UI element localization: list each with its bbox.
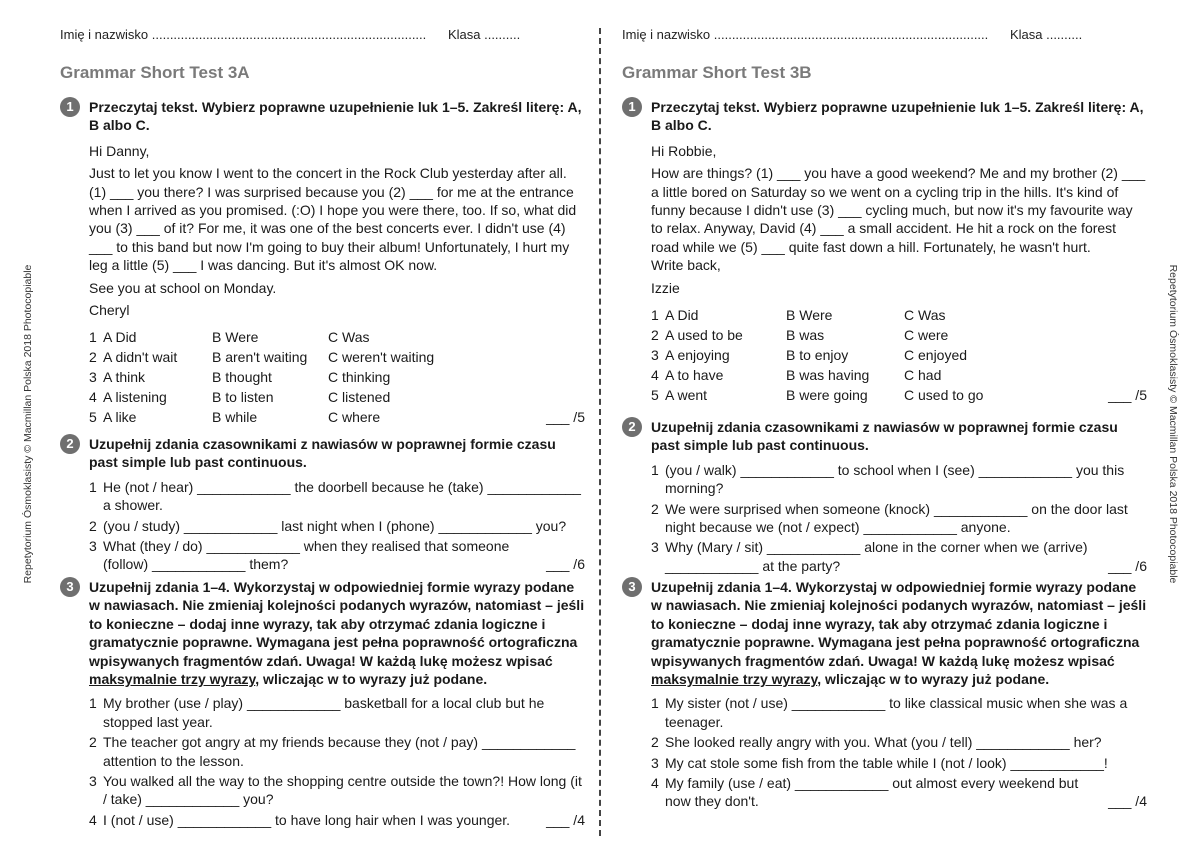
option-c[interactable]: C where bbox=[328, 409, 381, 426]
letter-greeting: Hi Robbie, bbox=[651, 142, 717, 159]
option-number: 4 bbox=[89, 389, 97, 406]
exercise-number-badge: 2 bbox=[60, 434, 80, 454]
option-c[interactable]: C used to go bbox=[904, 387, 984, 404]
item-number: 2 bbox=[651, 734, 659, 751]
name-field[interactable]: ............................................................................ bbox=[713, 27, 989, 42]
sentence-item[interactable] bbox=[89, 811, 585, 829]
sentence-item[interactable] bbox=[651, 774, 1147, 811]
option-a[interactable]: A Did bbox=[103, 329, 137, 346]
item-number: 2 bbox=[651, 500, 659, 517]
sentence-list bbox=[89, 478, 585, 574]
item-text: My sister (not / use) ____________ to like classical music when she was a teenager. bbox=[665, 695, 1128, 730]
class-field[interactable]: .......... bbox=[1046, 27, 1083, 42]
item-text: You walked all the way to the shopping centre outside the town?! How long (it / take) ____________ you? bbox=[103, 773, 582, 808]
sentence-item[interactable] bbox=[89, 478, 585, 515]
letter-signature: Izzie bbox=[651, 279, 680, 296]
exercise-instruction: Uzupełnij zdania czasownikami z nawiasów w poprawnej formie czasu past simple lub past continuous. bbox=[651, 419, 1118, 454]
item-text: Why (Mary / sit) ____________ alone in the corner when we (arrive) ____________ at the party? bbox=[665, 539, 1088, 574]
item-text: I (not / use) ____________ to have long hair when I was younger. bbox=[103, 811, 511, 828]
item-number: 3 bbox=[651, 539, 659, 556]
item-text: We were surprised when someone (knock) ____________ on the door last night because we (not / expect) ____________ anyone. bbox=[665, 500, 1128, 536]
option-c[interactable]: C Was bbox=[328, 329, 370, 346]
item-text: The teacher got angry at my friends because they (not / pay) ____________ attention to the lesson. bbox=[103, 734, 576, 769]
option-b[interactable]: B was having bbox=[786, 367, 870, 384]
sentence-list bbox=[89, 694, 585, 829]
item-text: (you / study) ____________ last night when I (phone) ____________ you? bbox=[103, 517, 567, 534]
option-a[interactable]: A went bbox=[665, 387, 708, 404]
option-number: 5 bbox=[89, 409, 97, 426]
score-box[interactable]: ___ /4 bbox=[1108, 793, 1147, 810]
letter-closing: See you at school on Monday. bbox=[89, 279, 277, 296]
option-b[interactable]: B to listen bbox=[212, 389, 274, 406]
option-number: 2 bbox=[89, 349, 97, 366]
option-c[interactable]: C had bbox=[904, 367, 942, 384]
option-c[interactable]: C enjoyed bbox=[904, 347, 968, 364]
option-c[interactable]: C weren't waiting bbox=[328, 349, 435, 366]
item-text: He (not / hear) ____________ the doorbell because he (take) ____________ a shower. bbox=[103, 478, 581, 514]
option-a[interactable]: A didn't wait bbox=[103, 349, 178, 366]
score-box[interactable]: ___ /5 bbox=[1108, 387, 1147, 404]
option-row bbox=[89, 407, 585, 427]
exercise-number-badge: 3 bbox=[622, 577, 642, 597]
copyright-note-right: Repetytorium Ósmoklasisty © Macmillan Polska 2018 Photocopiable bbox=[1167, 264, 1179, 584]
instruction-text: Uzupełnij zdania 1–4. Wykorzystaj w odpowiedniej formie wyrazy podane w nawiasach. Nie zmieniaj kolejności podanych wyrazów, natomiast – jeśli to konieczne – dodaj inne wyrazy, tak aby otrzymać zdania logiczne i gramatycznie poprawne. Wymagana jest pełna poprawność ortograficzna wpisywanych fragmentów zdań. Uwaga! W każdą lukę możesz wpisać bbox=[89, 579, 585, 669]
item-number: 1 bbox=[89, 695, 97, 712]
exercise-3 bbox=[60, 578, 585, 831]
score-box[interactable]: ___ /4 bbox=[546, 811, 585, 828]
item-text: My family (use / eat) ____________ out almost every weekend but now they don't. bbox=[665, 775, 1079, 810]
exercise-2 bbox=[622, 418, 1147, 577]
exercise-number-badge: 1 bbox=[60, 97, 80, 117]
option-b[interactable]: B to enjoy bbox=[786, 347, 849, 364]
test-page-3b bbox=[602, 0, 1162, 849]
sentence-item[interactable] bbox=[89, 694, 585, 731]
score-box[interactable]: ___ /5 bbox=[546, 409, 585, 426]
option-row bbox=[651, 385, 1147, 405]
sentence-list bbox=[651, 461, 1147, 575]
option-c[interactable]: C Was bbox=[904, 307, 946, 324]
option-row bbox=[89, 367, 585, 387]
letter-text bbox=[651, 142, 1147, 297]
sentence-item[interactable] bbox=[651, 500, 1147, 537]
option-a[interactable]: A used to be bbox=[665, 327, 743, 344]
option-b[interactable]: B was bbox=[786, 327, 825, 344]
sentence-item[interactable] bbox=[651, 461, 1147, 498]
option-row bbox=[89, 347, 585, 367]
item-number: 1 bbox=[651, 695, 659, 712]
sentence-item[interactable] bbox=[651, 538, 1147, 575]
option-number: 1 bbox=[651, 307, 659, 324]
name-label: Imię i nazwisko bbox=[60, 27, 149, 42]
item-number: 1 bbox=[651, 461, 659, 478]
item-number: 2 bbox=[89, 734, 97, 751]
answer-options bbox=[89, 327, 585, 427]
name-field[interactable]: ............................................................................ bbox=[151, 27, 427, 42]
item-number: 4 bbox=[89, 811, 97, 828]
sentence-item[interactable] bbox=[651, 694, 1147, 731]
option-b[interactable]: B Were bbox=[212, 329, 259, 346]
exercise-1 bbox=[622, 98, 1147, 405]
exercise-3 bbox=[622, 578, 1147, 813]
copyright-note-left: Repetytorium Ósmoklasisty © Macmillan Polska 2018 Photocopiable bbox=[22, 264, 34, 584]
option-a[interactable]: A to have bbox=[665, 367, 724, 384]
test-title: Grammar Short Test 3A bbox=[60, 63, 250, 82]
class-label: Klasa bbox=[447, 27, 481, 42]
item-text: My cat stole some fish from the table while I (not / look) ____________! bbox=[665, 754, 1108, 771]
option-c[interactable]: C listened bbox=[328, 389, 391, 406]
letter-signature: Cheryl bbox=[89, 302, 130, 319]
student-info-line bbox=[622, 27, 1082, 42]
class-label: Klasa bbox=[1009, 27, 1043, 42]
option-a[interactable]: A like bbox=[103, 409, 137, 426]
option-number: 2 bbox=[651, 327, 659, 344]
option-b[interactable]: B aren't waiting bbox=[212, 349, 308, 366]
exercise-number-badge: 2 bbox=[622, 417, 642, 437]
answer-options bbox=[651, 305, 1147, 405]
option-row bbox=[651, 345, 1147, 365]
test-title: Grammar Short Test 3B bbox=[622, 63, 812, 82]
instruction-emphasis: maksymalnie trzy wyrazy bbox=[651, 671, 818, 688]
sentence-item[interactable] bbox=[89, 733, 585, 770]
item-text: She looked really angry with you. What (you / tell) ____________ her? bbox=[665, 734, 1102, 751]
exercise-instruction bbox=[89, 578, 585, 688]
instruction-end: , wliczając w to wyrazy już podane. bbox=[255, 671, 488, 688]
item-number: 2 bbox=[89, 517, 97, 534]
letter-greeting: Hi Danny, bbox=[89, 142, 150, 159]
score-box[interactable]: ___ /6 bbox=[1108, 557, 1147, 574]
exercise-1 bbox=[60, 98, 585, 427]
sentence-item[interactable] bbox=[651, 733, 1147, 751]
letter-text bbox=[89, 142, 585, 320]
option-number: 1 bbox=[89, 329, 97, 346]
sentence-item[interactable] bbox=[651, 754, 1147, 772]
class-field[interactable]: .......... bbox=[484, 27, 521, 42]
option-number: 4 bbox=[651, 367, 659, 384]
option-number: 3 bbox=[89, 369, 97, 386]
option-a[interactable]: A think bbox=[103, 369, 146, 386]
instruction-emphasis: maksymalnie trzy wyrazy bbox=[89, 671, 256, 688]
exercise-number-badge: 1 bbox=[622, 97, 642, 117]
option-b[interactable]: B thought bbox=[212, 369, 272, 386]
sentence-item[interactable] bbox=[89, 772, 585, 809]
option-number: 3 bbox=[651, 347, 659, 364]
test-page-3a bbox=[40, 0, 600, 849]
option-row bbox=[89, 387, 585, 407]
item-text: My brother (use / play) ____________ basketball for a local club but he stopped last year. bbox=[103, 695, 545, 730]
option-a[interactable]: A Did bbox=[665, 307, 699, 324]
option-b[interactable]: B Were bbox=[786, 307, 833, 324]
option-b[interactable]: B were going bbox=[786, 387, 868, 404]
sentence-list bbox=[651, 694, 1147, 810]
option-row bbox=[651, 305, 1147, 325]
exercise-2 bbox=[60, 435, 585, 576]
exercise-instruction: Uzupełnij zdania czasownikami z nawiasów w poprawnej formie czasu past simple lub past continuous. bbox=[89, 436, 556, 471]
option-number: 5 bbox=[651, 387, 659, 404]
option-a[interactable]: A enjoying bbox=[665, 347, 730, 364]
option-row bbox=[89, 327, 585, 347]
item-number: 4 bbox=[651, 775, 659, 792]
exercise-instruction bbox=[651, 578, 1147, 688]
option-c[interactable]: C were bbox=[904, 327, 949, 344]
instruction-end: , wliczając w to wyrazy już podane. bbox=[817, 671, 1050, 688]
name-label: Imię i nazwisko bbox=[622, 27, 711, 42]
item-number: 3 bbox=[89, 773, 97, 790]
item-text: (you / walk) ____________ to school when I (see) ____________ you this morning? bbox=[665, 461, 1125, 497]
letter-closing: Write back, bbox=[651, 257, 721, 274]
option-c[interactable]: C thinking bbox=[328, 369, 391, 386]
option-b[interactable]: B while bbox=[212, 409, 258, 426]
exercise-instruction: Przeczytaj tekst. Wybierz poprawne uzupełnienie luk 1–5. Zakreśl literę: A, B albo C. bbox=[89, 99, 582, 134]
option-row bbox=[651, 365, 1147, 385]
option-row bbox=[651, 325, 1147, 345]
score-box[interactable]: ___ /6 bbox=[546, 556, 585, 573]
item-number: 1 bbox=[89, 478, 97, 495]
option-a[interactable]: A listening bbox=[103, 389, 167, 406]
letter-body: How are things? (1) ___ you have a good weekend? Me and my brother (2) ___ a little bored on Saturday so we went on a cycling trip in the hills. It's kind of funny because I didn't use (3) ___ cycling much, but now it's my favourite way to relax. Anyway, David (4) ___ a small accident. He hit a rock on the forest road while we (5) ___ quite fast down a hill. Fortunately, he wasn't hurt. bbox=[651, 165, 1146, 255]
instruction-text: Uzupełnij zdania 1–4. Wykorzystaj w odpowiedniej formie wyrazy podane w nawiasach. Nie zmieniaj kolejności podanych wyrazów, natomiast – jeśli to konieczne – dodaj inne wyrazy, tak aby otrzymać zdania logiczne i gramatycznie poprawne. Wymagana jest pełna poprawność ortograficzna wpisywanych fragmentów zdań. Uwaga! W każdą lukę możesz wpisać bbox=[651, 579, 1147, 669]
exercise-instruction: Przeczytaj tekst. Wybierz poprawne uzupełnienie luk 1–5. Zakreśl literę: A, B albo C. bbox=[651, 99, 1144, 134]
item-number: 3 bbox=[89, 538, 97, 555]
exercise-number-badge: 3 bbox=[60, 577, 80, 597]
item-number: 3 bbox=[651, 754, 659, 771]
sentence-item[interactable] bbox=[89, 517, 585, 535]
sentence-item[interactable] bbox=[89, 537, 585, 574]
item-text: What (they / do) ____________ when they realised that someone (follow) ____________ them? bbox=[103, 538, 510, 573]
letter-body: Just to let you know I went to the concert in the Rock Club yesterday after all. (1) ___ you there? I was surprised because you (2) ___ for me at the entrance when I arrived as you promised. (:O) I hope you were there, too. If so, what did you (3) ___ of it? For me, it was one of the best concerts ever. I didn't use (4) ___ to this band but now I'm going to buy their album! Unfortunately, I hurt my leg a little (5) ___ I was dancing. But it's almost OK now. bbox=[89, 165, 577, 274]
student-info-line bbox=[60, 27, 520, 42]
